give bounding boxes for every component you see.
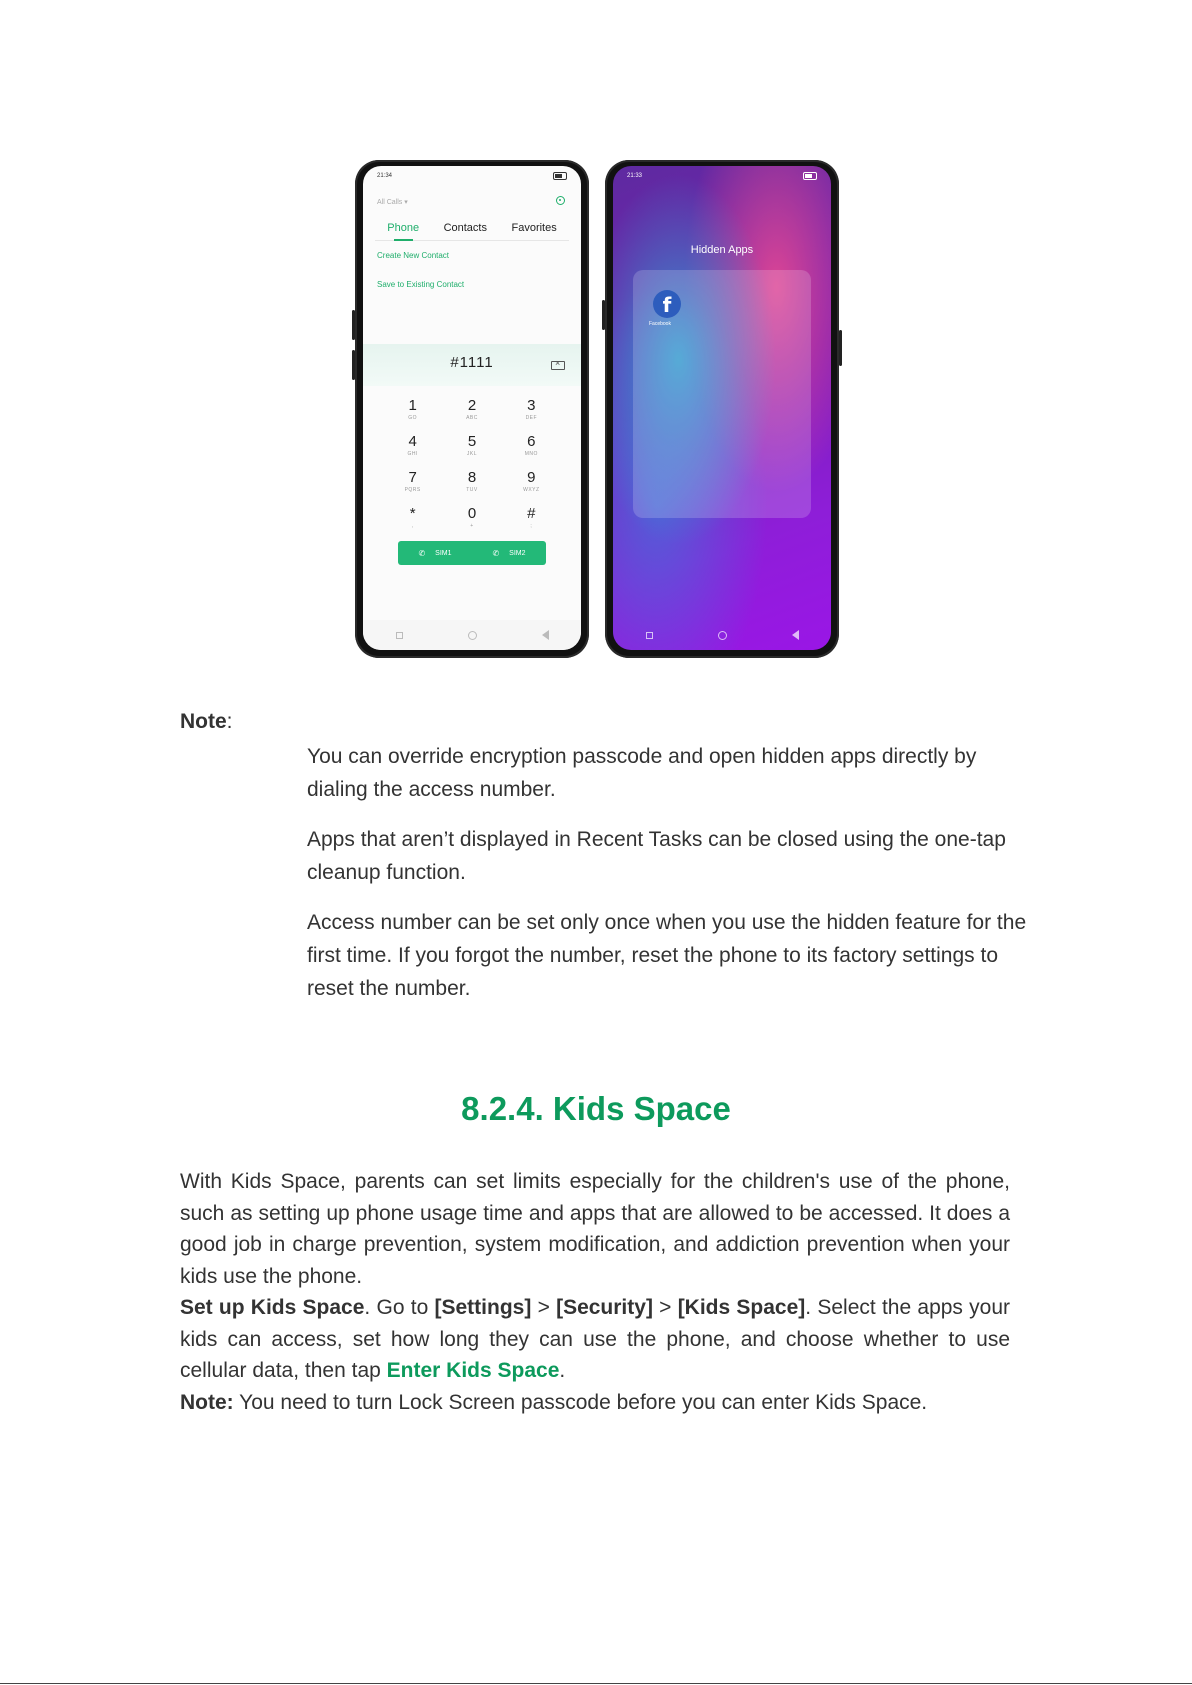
key-letters: MNO	[524, 451, 538, 457]
phone-icon: ✆	[492, 548, 500, 558]
key-6[interactable]	[502, 434, 561, 458]
key-2[interactable]	[442, 398, 501, 422]
key-letters: GO	[408, 415, 418, 421]
key-digit: 6	[527, 433, 536, 450]
key-digit: 5	[467, 433, 477, 450]
note-colon: :	[226, 710, 233, 733]
key-letters: GHI	[407, 451, 418, 457]
page-bottom-rule	[0, 1683, 1192, 1684]
hidden-apps-phone	[605, 160, 839, 658]
kids-space-path: [Kids Space]	[677, 1296, 806, 1319]
key-digit: 3	[527, 397, 536, 414]
dialed-number: #1111	[450, 354, 494, 371]
section-body	[180, 1166, 1010, 1418]
key-digit: 9	[527, 469, 536, 486]
key-letters: DEF	[525, 415, 538, 421]
key-letters: JKL	[466, 451, 478, 457]
note-paragraph: Access number can be set only once when you use the hidden feature for the first time. If you forgot the number, reset the phone to its factory settings to reset the number.	[307, 911, 1027, 1000]
key-5[interactable]	[442, 434, 501, 458]
note-paragraph: Apps that aren’t displayed in Recent Tasks can be closed using the one-tap cleanup function.	[307, 828, 1006, 884]
key-7[interactable]	[383, 470, 442, 494]
key-digit: *	[409, 505, 416, 522]
key-letters: TUV	[466, 487, 478, 493]
facebook-label: Facebook	[649, 321, 671, 327]
enter-kids-space-label: Enter Kids Space	[386, 1359, 560, 1382]
all-calls-label: All Calls	[377, 199, 403, 206]
key-letters: WXYZ	[523, 487, 540, 493]
volume-button	[352, 350, 355, 380]
sim1-label: SIM1	[435, 549, 452, 557]
key-9[interactable]	[502, 470, 561, 494]
note-paragraph: You can override encryption passcode and open hidden apps directly by dialing the access number.	[307, 745, 977, 801]
key-digit: 8	[467, 469, 477, 486]
save-to-existing-contact-link[interactable]: Save to Existing Contact	[377, 280, 465, 289]
phone-icon: ✆	[418, 548, 426, 558]
tab-contacts[interactable]: Contacts	[443, 222, 487, 234]
volume-button	[602, 300, 605, 330]
call-sim1-button[interactable]	[418, 549, 451, 558]
nav-bar	[613, 620, 831, 650]
call-sim2-button[interactable]	[492, 549, 525, 558]
security-path: [Security]	[556, 1296, 653, 1319]
nav-bar	[363, 620, 581, 650]
volume-button	[352, 310, 355, 340]
hidden-apps-title: Hidden Apps	[690, 244, 754, 256]
key-hash[interactable]	[502, 506, 561, 530]
key-letters: ,	[411, 523, 414, 529]
section-title: 8.2.4. Kids Space	[461, 1090, 731, 1127]
key-letters: PQRS	[404, 487, 421, 493]
recents-icon[interactable]	[646, 632, 653, 639]
settings-path: [Settings]	[434, 1296, 532, 1319]
status-time: 21:34	[377, 173, 393, 179]
key-8[interactable]	[442, 470, 501, 494]
key-digit: 0	[467, 505, 477, 522]
dialer-tabs	[375, 218, 569, 241]
path-separator: >	[531, 1296, 557, 1319]
back-icon[interactable]	[792, 630, 799, 640]
key-digit: 1	[408, 397, 417, 414]
dialer-screen	[363, 166, 581, 650]
home-icon[interactable]	[718, 631, 727, 640]
key-1[interactable]	[383, 398, 442, 422]
hidden-apps-folder	[633, 270, 811, 518]
create-new-contact-link[interactable]: Create New Contact	[377, 251, 450, 260]
setup-text: . Select the apps your kids can access, set how long they can use the phone, and choose whether to use cellular data, then tap	[180, 1296, 1011, 1382]
key-digit: #	[527, 505, 536, 522]
facebook-icon[interactable]: f	[653, 290, 681, 318]
note-label: Note	[180, 710, 227, 733]
intro-paragraph: With Kids Space, parents can set limits especially for the children's use of the phone, such as setting up phone usage time and apps that are allowed to be accessed. It does a good job in charge prevention, system modification, and addiction prevention when your kids use the phone.	[180, 1170, 1010, 1288]
setup-paragraph	[180, 1292, 1010, 1387]
key-3[interactable]	[502, 398, 561, 422]
kids-note-paragraph	[180, 1387, 1010, 1419]
battery-icon	[553, 172, 567, 180]
setup-label: Set up Kids Space	[180, 1296, 365, 1319]
sim2-label: SIM2	[509, 549, 526, 557]
call-buttons-bar	[398, 541, 546, 565]
all-calls-dropdown[interactable]	[377, 198, 408, 206]
key-letters: ;	[530, 523, 533, 529]
key-4[interactable]	[383, 434, 442, 458]
status-bar	[613, 166, 831, 182]
dialer-keypad	[383, 398, 561, 530]
key-letters: ABC	[466, 415, 478, 421]
key-digit: 2	[467, 397, 477, 414]
key-star[interactable]	[383, 506, 442, 530]
status-time: 21:33	[627, 173, 643, 179]
period: .	[559, 1359, 566, 1382]
kids-note-text: You need to turn Lock Screen passcode before you can enter Kids Space.	[233, 1390, 928, 1414]
power-button	[839, 330, 842, 366]
home-icon[interactable]	[468, 631, 477, 640]
phone-screenshots	[355, 160, 839, 660]
gear-icon[interactable]	[556, 196, 565, 205]
tab-favorites[interactable]: Favorites	[511, 222, 557, 234]
back-icon[interactable]	[542, 630, 549, 640]
kids-note-label: Note:	[180, 1390, 234, 1414]
hidden-apps-screen	[613, 166, 831, 650]
tab-phone[interactable]: Phone	[387, 218, 419, 240]
backspace-icon[interactable]	[551, 361, 565, 370]
chevron-down-icon: ▾	[404, 199, 408, 206]
status-bar	[363, 166, 581, 182]
recents-icon[interactable]	[396, 632, 403, 639]
path-separator: >	[652, 1296, 678, 1319]
setup-text: . Go to	[364, 1296, 435, 1319]
key-letters: +	[470, 523, 474, 529]
key-digit: 7	[408, 469, 417, 486]
dialer-phone	[355, 160, 589, 658]
battery-icon	[803, 172, 817, 180]
note-heading	[180, 710, 233, 734]
key-digit: 4	[408, 433, 417, 450]
key-0[interactable]	[442, 506, 501, 530]
